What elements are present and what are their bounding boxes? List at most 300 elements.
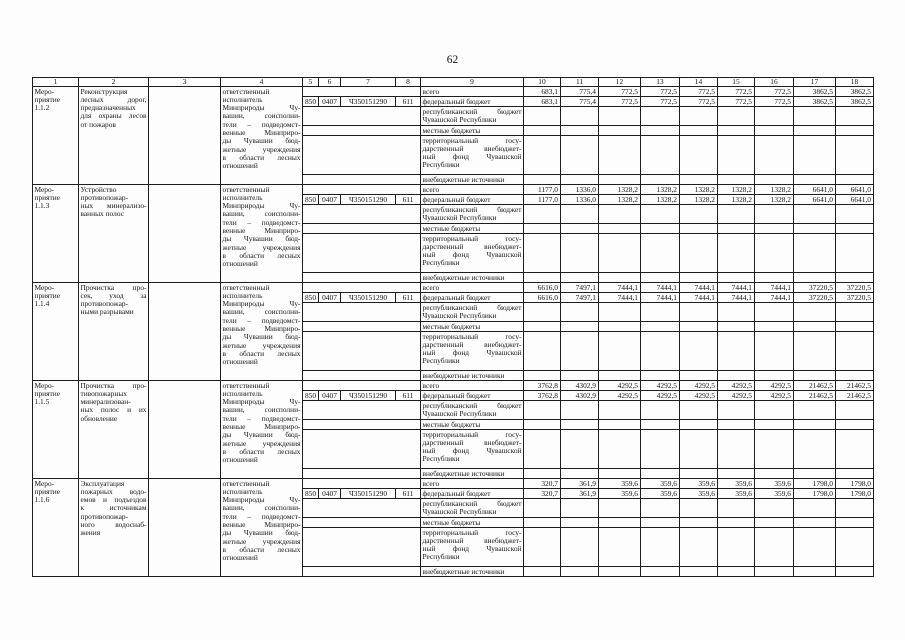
amount-cell: [524, 401, 561, 420]
amount-cell: 6641,0: [794, 185, 836, 195]
csr-code-cell: Ч350151290: [341, 97, 396, 107]
amount-cell: [561, 126, 599, 136]
amount-cell: [680, 371, 718, 381]
executor-line: венные Минприро-: [222, 323, 301, 333]
funding-row-total: [33, 87, 874, 97]
executor-line: исполнитель: [222, 192, 263, 202]
amount-cell: 7444,1: [718, 283, 755, 293]
amount-cell: [524, 371, 561, 381]
measure-name-line: от пожаров: [80, 119, 116, 129]
funding-source-line: всего: [422, 380, 440, 390]
funding-source-cell: [421, 401, 524, 420]
amount-cell: [718, 175, 755, 185]
amount-cell: 7444,1: [599, 293, 641, 303]
executor-line: в области лесных: [222, 152, 301, 162]
csr-code-cell: Ч350151290: [341, 195, 396, 205]
amount-cell: [836, 107, 874, 126]
column-number-header: 6: [319, 78, 341, 87]
amount-cell: 683,1: [524, 87, 561, 97]
amount-cell: [794, 332, 836, 371]
amount-cell: 4292,5: [599, 381, 641, 391]
measure-label-line: приятие: [34, 388, 60, 398]
amount-cell: 7497,1: [561, 293, 599, 303]
amount-cell: [641, 107, 680, 126]
amount-cell: 1328,2: [718, 195, 755, 205]
amount-cell: 772,5: [718, 87, 755, 97]
amount-cell: [599, 469, 641, 479]
column-number-header: 4: [221, 78, 303, 87]
amount-cell: [641, 234, 680, 273]
funding-source-cell: [421, 205, 524, 224]
amount-cell: [524, 175, 561, 185]
measure-name-line: ных минерализо-: [80, 201, 147, 211]
amount-cell: 772,5: [641, 87, 680, 97]
amount-cell: 4292,5: [718, 381, 755, 391]
funding-source-cell: [421, 528, 524, 567]
funding-source-cell: [421, 332, 524, 371]
amount-cell: [680, 322, 718, 332]
code-blank-cell: [303, 205, 421, 224]
measure-name-line: пожарных водо-: [80, 486, 147, 496]
amount-cell: 772,5: [680, 97, 718, 107]
amount-cell: 359,6: [680, 479, 718, 489]
executor-line: вашии, соисполни-: [222, 503, 301, 513]
funding-source-cell: [421, 303, 524, 322]
measure-name-cell: [79, 479, 149, 577]
amount-cell: [794, 371, 836, 381]
funding-source-cell: [421, 87, 524, 97]
amount-cell: 7444,1: [641, 293, 680, 303]
amount-cell: [794, 107, 836, 126]
amount-cell: [561, 175, 599, 185]
executor-line: Минприроды Чу-: [222, 103, 301, 113]
amount-cell: [599, 371, 641, 381]
amount-cell: [524, 303, 561, 322]
funding-source-line: дарственный внебюджет-: [422, 437, 522, 447]
blank-column-cell: [149, 185, 221, 283]
amount-cell: 775,4: [561, 97, 599, 107]
funding-source-line: республиканский бюджет: [422, 302, 522, 312]
executor-line: венные Минприро-: [222, 127, 301, 137]
funding-source-cell: [421, 185, 524, 195]
code-blank-cell: [303, 107, 421, 126]
measure-label-cell: [33, 283, 79, 381]
funding-source-cell: [421, 518, 524, 528]
code-blank-cell: [303, 430, 421, 469]
executor-line: исполнитель: [222, 486, 263, 496]
amount-cell: 775,4: [561, 87, 599, 97]
program-measures-table: [32, 77, 874, 577]
amount-cell: [680, 273, 718, 283]
funding-source-cell: [421, 136, 524, 175]
amount-cell: [641, 430, 680, 469]
amount-cell: [641, 126, 680, 136]
csr-code-cell: Ч350151290: [341, 391, 396, 401]
amount-cell: 6616,0: [524, 293, 561, 303]
amount-cell: 21462,5: [836, 381, 874, 391]
amount-cell: [524, 528, 561, 567]
amount-cell: [524, 469, 561, 479]
funding-source-line: местные бюджеты: [422, 517, 481, 527]
code-blank-cell: [303, 224, 421, 234]
code-blank-cell: [303, 283, 421, 293]
amount-cell: [794, 205, 836, 224]
funding-source-line: всего: [422, 282, 440, 292]
amount-cell: [641, 401, 680, 420]
measure-name-line: Прочистка про-: [80, 380, 147, 390]
amount-cell: [561, 136, 599, 175]
funding-source-line: территориальный госу-: [422, 527, 522, 537]
code-blank-cell: [303, 567, 421, 577]
executor-line: в области лесных: [222, 348, 301, 358]
amount-cell: 359,6: [755, 479, 794, 489]
amount-cell: [524, 205, 561, 224]
executor-cell: [221, 185, 303, 283]
amount-cell: 359,6: [599, 489, 641, 499]
amount-cell: [794, 499, 836, 518]
amount-cell: 21462,5: [794, 381, 836, 391]
executor-line: ответственный: [222, 184, 270, 194]
column-number-header: 17: [794, 78, 836, 87]
executor-line: в области лесных: [222, 544, 301, 554]
amount-cell: 1328,2: [755, 185, 794, 195]
amount-cell: [641, 224, 680, 234]
measure-name-line: предназначенных: [80, 103, 136, 113]
code-blank-cell: [303, 136, 421, 175]
funding-source-line: Республики: [422, 552, 460, 562]
executor-line: вашии, соисполни-: [222, 307, 301, 317]
amount-cell: 3862,5: [794, 97, 836, 107]
executor-cell: [221, 381, 303, 479]
funding-source-line: федеральный бюджет: [422, 96, 491, 106]
funding-source-line: Чувашской Республики: [422, 408, 497, 418]
code-blank-cell: [303, 371, 421, 381]
rzpr-code-cell: 0407: [319, 293, 341, 303]
amount-cell: [755, 273, 794, 283]
amount-cell: 1177,0: [524, 195, 561, 205]
vr-code-cell: 611: [396, 97, 421, 107]
amount-cell: [599, 107, 641, 126]
amount-cell: [641, 499, 680, 518]
amount-cell: [755, 420, 794, 430]
funding-row-total: [33, 185, 874, 195]
funding-source-line: внебюджетные источники: [422, 566, 505, 576]
amount-cell: 21462,5: [794, 391, 836, 401]
executor-line: венные Минприро-: [222, 519, 301, 529]
measure-label-line: 1.1.3: [34, 201, 50, 211]
funding-source-cell: [421, 489, 524, 499]
amount-cell: [755, 224, 794, 234]
grbs-code-cell: 850: [303, 293, 319, 303]
column-number-header: 1: [33, 78, 79, 87]
amount-cell: [641, 332, 680, 371]
column-number-header: 14: [680, 78, 718, 87]
amount-cell: [599, 136, 641, 175]
amount-cell: [718, 518, 755, 528]
amount-cell: 4302,9: [561, 381, 599, 391]
amount-cell: [561, 518, 599, 528]
measure-name-line: Реконструкция: [80, 86, 128, 96]
measure-name-line: тивопожарных: [80, 388, 127, 398]
measure-label-cell: [33, 185, 79, 283]
amount-cell: [599, 234, 641, 273]
measure-label-cell: [33, 479, 79, 577]
amount-cell: 37220,5: [794, 293, 836, 303]
amount-cell: [755, 234, 794, 273]
funding-source-line: внебюджетные источники: [422, 370, 505, 380]
funding-source-cell: [421, 420, 524, 430]
amount-cell: 7444,1: [680, 293, 718, 303]
amount-cell: 361,9: [561, 489, 599, 499]
amount-cell: [836, 420, 874, 430]
executor-line: ответственный: [222, 86, 270, 96]
amount-cell: [680, 205, 718, 224]
amount-cell: [718, 469, 755, 479]
amount-cell: [718, 567, 755, 577]
measure-name-cell: [79, 87, 149, 185]
amount-cell: [718, 126, 755, 136]
amount-cell: 7444,1: [755, 283, 794, 293]
amount-cell: 6641,0: [794, 195, 836, 205]
measure-label-line: 1.1.6: [34, 495, 50, 505]
executor-line: отношений: [222, 161, 258, 171]
amount-cell: [836, 371, 874, 381]
column-number-header: 9: [421, 78, 524, 87]
amount-cell: [836, 205, 874, 224]
column-number-header: 10: [524, 78, 561, 87]
code-blank-cell: [303, 528, 421, 567]
executor-line: Минприроды Чу-: [222, 495, 301, 505]
amount-cell: 6641,0: [836, 195, 874, 205]
amount-cell: 37220,5: [836, 293, 874, 303]
amount-cell: [641, 371, 680, 381]
amount-cell: 772,5: [599, 87, 641, 97]
amount-cell: [680, 401, 718, 420]
executor-line: вашии, соисполни-: [222, 209, 301, 219]
vr-code-cell: 611: [396, 489, 421, 499]
amount-cell: 1328,2: [641, 195, 680, 205]
rzpr-code-cell: 0407: [319, 489, 341, 499]
funding-source-line: территориальный госу-: [422, 233, 522, 243]
executor-line: тели – подведомст-: [222, 413, 301, 423]
amount-cell: 1328,2: [680, 185, 718, 195]
executor-line: исполнитель: [222, 94, 263, 104]
code-blank-cell: [303, 479, 421, 489]
amount-cell: 359,6: [718, 479, 755, 489]
column-number-header: 11: [561, 78, 599, 87]
grbs-code-cell: 850: [303, 97, 319, 107]
amount-cell: [524, 136, 561, 175]
code-blank-cell: [303, 499, 421, 518]
vr-code-cell: 611: [396, 391, 421, 401]
amount-cell: [755, 567, 794, 577]
funding-source-cell: [421, 126, 524, 136]
amount-cell: 6616,0: [524, 283, 561, 293]
amount-cell: [680, 107, 718, 126]
funding-source-line: республиканский бюджет: [422, 204, 522, 214]
funding-source-cell: [421, 195, 524, 205]
amount-cell: 359,6: [718, 489, 755, 499]
amount-cell: [718, 430, 755, 469]
measure-name-line: Эксплуатация: [80, 478, 125, 488]
amount-cell: 7497,1: [561, 283, 599, 293]
executor-line: ды Чувашии бюд-: [222, 234, 301, 244]
amount-cell: [599, 175, 641, 185]
amount-cell: 1336,0: [561, 195, 599, 205]
funding-source-line: территориальный госу-: [422, 429, 522, 439]
funding-source-cell: [421, 381, 524, 391]
funding-source-line: местные бюджеты: [422, 223, 481, 233]
funding-source-cell: [421, 469, 524, 479]
measure-label-line: приятие: [34, 290, 60, 300]
amount-cell: 3862,5: [836, 97, 874, 107]
amount-cell: [641, 469, 680, 479]
amount-cell: [718, 136, 755, 175]
funding-source-cell: [421, 283, 524, 293]
executor-line: жетные учреждения: [222, 144, 301, 154]
code-blank-cell: [303, 87, 421, 97]
amount-cell: [718, 205, 755, 224]
code-blank-cell: [303, 234, 421, 273]
amount-cell: [755, 499, 794, 518]
amount-cell: [794, 273, 836, 283]
grbs-code-cell: 850: [303, 489, 319, 499]
amount-cell: 1328,2: [680, 195, 718, 205]
column-number-header: 18: [836, 78, 874, 87]
vr-code-cell: 611: [396, 293, 421, 303]
executor-line: ответственный: [222, 282, 270, 292]
amount-cell: [561, 234, 599, 273]
funding-source-cell: [421, 322, 524, 332]
amount-cell: [794, 420, 836, 430]
amount-cell: 772,5: [718, 97, 755, 107]
measure-name-line: ных полос и их: [80, 405, 147, 415]
funding-source-line: местные бюджеты: [422, 321, 481, 331]
amount-cell: [718, 499, 755, 518]
funding-source-line: федеральный бюджет: [422, 390, 491, 400]
amount-cell: 359,6: [680, 489, 718, 499]
funding-source-cell: [421, 97, 524, 107]
amount-cell: [599, 401, 641, 420]
amount-cell: [680, 332, 718, 371]
rzpr-code-cell: 0407: [319, 195, 341, 205]
amount-cell: [836, 234, 874, 273]
executor-line: тели – подведомст-: [222, 315, 301, 325]
funding-source-line: местные бюджеты: [422, 125, 481, 135]
vr-code-cell: 611: [396, 195, 421, 205]
measure-name-line: противопожар-: [80, 299, 129, 309]
executor-line: Минприроды Чу-: [222, 299, 301, 309]
amount-cell: [755, 332, 794, 371]
amount-cell: [561, 224, 599, 234]
funding-source-cell: [421, 234, 524, 273]
code-blank-cell: [303, 126, 421, 136]
executor-line: Минприроды Чу-: [222, 201, 301, 211]
amount-cell: [794, 303, 836, 322]
amount-cell: [755, 175, 794, 185]
funding-source-line: федеральный бюджет: [422, 194, 491, 204]
measure-name-line: к источникам: [80, 503, 147, 513]
column-number-header: 16: [755, 78, 794, 87]
amount-cell: [641, 518, 680, 528]
amount-cell: [524, 224, 561, 234]
amount-cell: 4292,5: [641, 381, 680, 391]
amount-cell: [755, 469, 794, 479]
csr-code-cell: Ч350151290: [341, 489, 396, 499]
grbs-code-cell: 850: [303, 391, 319, 401]
measure-label-line: Меро-: [34, 86, 55, 96]
amount-cell: [599, 528, 641, 567]
code-blank-cell: [303, 381, 421, 391]
amount-cell: [680, 303, 718, 322]
code-blank-cell: [303, 273, 421, 283]
column-number-header: 2: [79, 78, 149, 87]
amount-cell: [599, 420, 641, 430]
amount-cell: [794, 224, 836, 234]
measure-name-line: ного водоснаб-: [80, 519, 147, 529]
column-number-header: 12: [599, 78, 641, 87]
amount-cell: 4292,5: [680, 391, 718, 401]
amount-cell: 4292,5: [599, 391, 641, 401]
amount-cell: 3762,8: [524, 391, 561, 401]
funding-source-cell: [421, 107, 524, 126]
amount-cell: 1336,0: [561, 185, 599, 195]
funding-source-line: территориальный госу-: [422, 331, 522, 341]
funding-source-line: ный фонд Чувашской: [422, 446, 522, 456]
amount-cell: [561, 401, 599, 420]
funding-source-line: Республики: [422, 258, 460, 268]
measure-name-line: Устройство: [80, 184, 117, 194]
amount-cell: 320,7: [524, 489, 561, 499]
executor-line: в области лесных: [222, 250, 301, 260]
amount-cell: [561, 430, 599, 469]
amount-cell: 4292,5: [755, 381, 794, 391]
amount-cell: [561, 420, 599, 430]
amount-cell: [680, 234, 718, 273]
amount-cell: [524, 126, 561, 136]
funding-source-line: дарственный внебюджет-: [422, 143, 522, 153]
amount-cell: [599, 430, 641, 469]
amount-cell: [836, 430, 874, 469]
funding-source-cell: [421, 293, 524, 303]
amount-cell: [641, 205, 680, 224]
amount-cell: [641, 322, 680, 332]
amount-cell: 4292,5: [680, 381, 718, 391]
measure-label-line: Меро-: [34, 282, 55, 292]
amount-cell: [524, 518, 561, 528]
amount-cell: [680, 126, 718, 136]
amount-cell: 1328,2: [755, 195, 794, 205]
amount-cell: [641, 136, 680, 175]
amount-cell: [561, 499, 599, 518]
executor-line: отношений: [222, 553, 258, 563]
amount-cell: [524, 499, 561, 518]
amount-cell: [641, 528, 680, 567]
funding-source-line: всего: [422, 478, 440, 488]
amount-cell: 772,5: [680, 87, 718, 97]
amount-cell: [599, 303, 641, 322]
csr-code-cell: Ч350151290: [341, 293, 396, 303]
funding-source-cell: [421, 371, 524, 381]
amount-cell: [836, 567, 874, 577]
funding-row-total: [33, 283, 874, 293]
funding-source-cell: [421, 273, 524, 283]
code-blank-cell: [303, 175, 421, 185]
amount-cell: 1328,2: [599, 185, 641, 195]
funding-source-line: территориальный госу-: [422, 135, 522, 145]
amount-cell: [718, 224, 755, 234]
amount-cell: [680, 420, 718, 430]
